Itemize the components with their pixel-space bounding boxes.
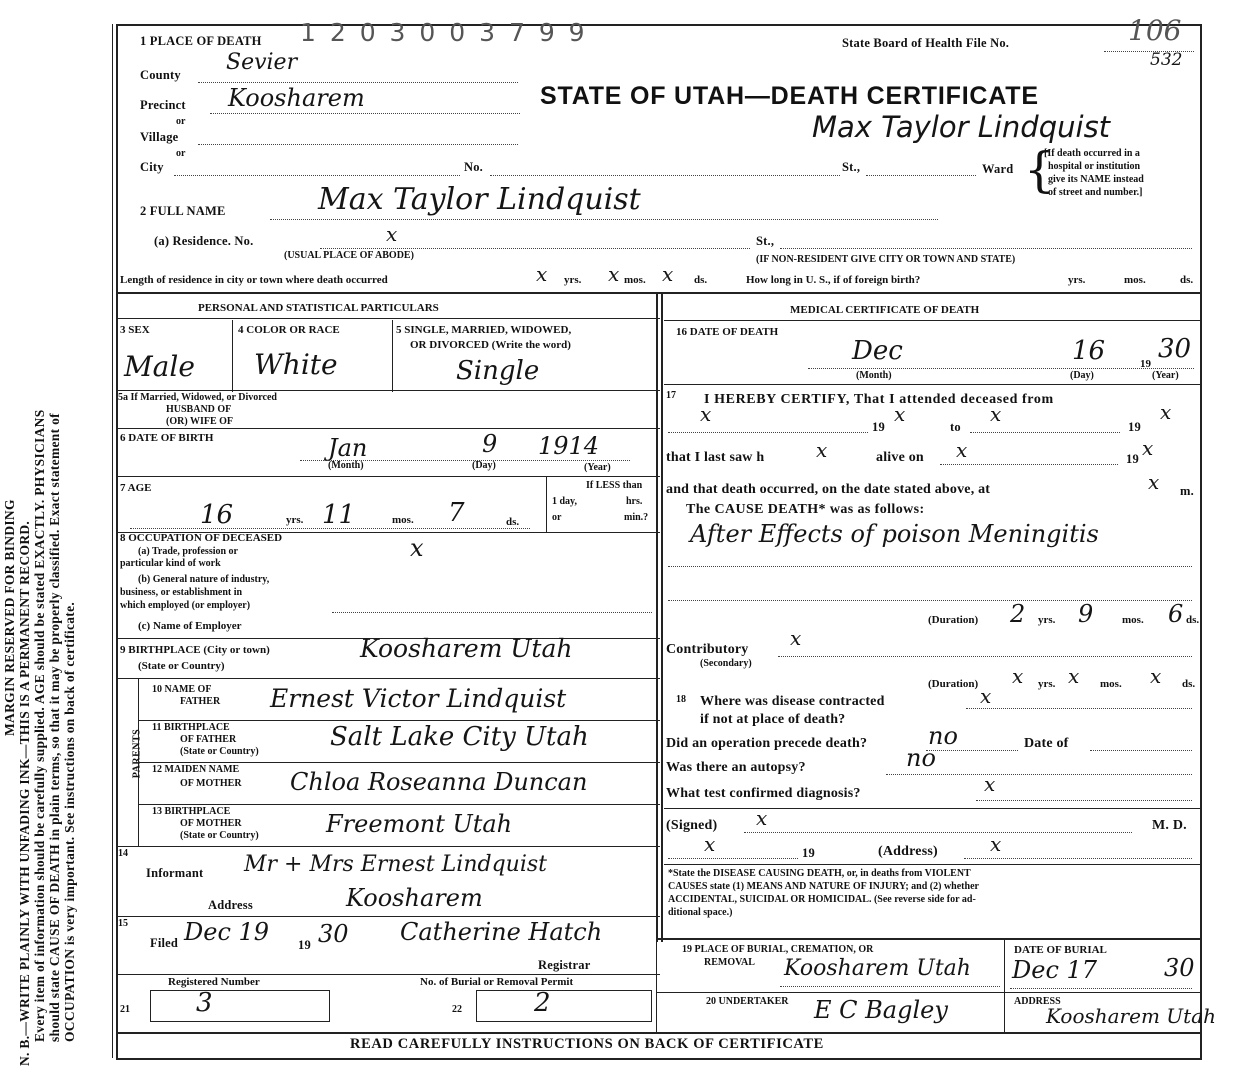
hospital-note-4: of street and number.] <box>1048 187 1143 198</box>
test-value: x <box>984 772 996 796</box>
mother-value: Chloa Roseanna Duncan <box>290 768 588 796</box>
burial-permit-value: 2 <box>534 988 551 1018</box>
duration-label-1: (Duration) <box>928 614 979 626</box>
registered-number-value: 3 <box>196 988 213 1018</box>
sex-label: 3 SEX <box>120 324 150 336</box>
age-line <box>130 528 530 529</box>
alive-x-year: x <box>1142 436 1154 460</box>
burial-place-label-1: 19 PLACE OF BURIAL, CREMATION, OR <box>682 944 874 955</box>
city-line <box>174 175 460 176</box>
dod-label: 16 DATE OF DEATH <box>676 326 779 338</box>
residence-line <box>320 248 750 249</box>
undertaker-value: E C Bagley <box>814 996 948 1024</box>
undertaker-label: 20 UNDERTAKER <box>706 996 789 1007</box>
marital-label-1: 5 SINGLE, MARRIED, WIDOWED, <box>396 324 572 336</box>
color-divider <box>392 320 393 392</box>
frame-left-double <box>112 24 113 1058</box>
residence-st-label: St., <box>756 234 775 248</box>
undertaker-address-value: Koosharem Utah <box>1046 1004 1216 1028</box>
informant-address-value: Koosharem <box>346 884 483 912</box>
occupation-line <box>332 612 652 613</box>
less-than-3: or <box>552 512 562 523</box>
burial-date-label: DATE OF BURIAL <box>1014 944 1107 956</box>
footnote-4: ditional space.) <box>668 907 733 918</box>
rule-mother <box>138 804 660 805</box>
sex-divider <box>232 320 233 392</box>
burial-date-divider <box>1004 938 1005 1034</box>
death-occurred-x: x <box>1148 470 1160 494</box>
autopsy-line <box>886 774 1192 775</box>
dod-month: Dec <box>852 336 903 366</box>
rule-father-bp <box>138 762 660 763</box>
occupation-a-2: particular kind of work <box>120 558 221 569</box>
date-of-line <box>1090 750 1192 751</box>
employer-label: (c) Name of Employer <box>138 620 242 632</box>
village-label: Village <box>140 130 179 144</box>
footnote-2: CAUSES state (1) MEANS AND NATURE OF INJURY; and (2) whether <box>668 881 979 892</box>
signed-19: 19 <box>802 846 815 860</box>
occupation-b-1: (b) General nature of industry, <box>138 574 270 585</box>
duration2-ds-x: x <box>1150 664 1162 688</box>
mother-bp-label-1: 13 BIRTHPLACE <box>152 806 231 817</box>
certify-x-3: x <box>1160 400 1172 424</box>
file-number: 106 <box>1128 14 1182 47</box>
test-line <box>976 800 1192 801</box>
burial-left <box>656 938 657 1034</box>
father-bp-label-1: 11 BIRTHPLACE <box>152 722 230 733</box>
certify-from-line <box>668 432 868 433</box>
dod-year: 30 <box>1158 334 1192 364</box>
age-label: 7 AGE <box>120 482 152 494</box>
hospital-note-3: give its NAME instead <box>1048 174 1144 185</box>
duration2-mos-x: x <box>1068 664 1080 688</box>
certify-to: to <box>950 420 961 434</box>
us-ds: ds. <box>1180 274 1194 286</box>
dod-day: 16 <box>1072 336 1106 366</box>
footnote-3: ACCIDENTAL, SUICIDAL OR HOMICIDAL. (See reverse side for ad- <box>668 894 976 905</box>
alive-on-x: x <box>956 438 968 462</box>
contributory-value: x <box>790 626 802 650</box>
parents-label: PARENTS <box>131 728 143 779</box>
age-ds-caption: ds. <box>506 516 520 528</box>
village-line <box>198 144 518 145</box>
length-mos-value: x <box>608 262 620 286</box>
residence-label: (a) Residence. No. <box>154 234 254 248</box>
less-than-1: If LESS than <box>586 480 643 491</box>
burial-place-line <box>780 986 1000 987</box>
spouse-label-3: (OR) WIFE OF <box>166 416 234 427</box>
length-yrs-value: x <box>536 262 548 286</box>
operation-value: no <box>928 722 958 750</box>
registered-number-prefix: 21 <box>120 1004 130 1015</box>
duration2-ds: ds. <box>1182 678 1196 690</box>
age-months: 11 <box>322 500 356 530</box>
age-mos-caption: mos. <box>392 514 414 526</box>
father-bp-value: Salt Lake City Utah <box>330 722 589 752</box>
rule-section-top <box>116 292 1200 294</box>
birthplace-label-1: 9 BIRTHPLACE (City or town) <box>120 644 270 656</box>
dob-year: 1914 <box>538 432 600 460</box>
rule-sex-row <box>116 390 660 391</box>
signed-line <box>744 832 1132 833</box>
main-divider-b <box>661 292 663 942</box>
parents-divider-left <box>116 678 117 846</box>
full-name-value: Max Taylor Lindquist <box>318 182 641 217</box>
father-value: Ernest Victor Lindquist <box>270 684 567 713</box>
occupation-label: 8 OCCUPATION OF DECEASED <box>120 532 283 544</box>
certify-x-1: x <box>894 402 906 426</box>
q18-line-2: if not at place of death? <box>700 712 846 727</box>
autopsy-value: no <box>906 744 936 772</box>
rule-personal-heading <box>116 318 660 319</box>
medical-address-label: (Address) <box>878 844 938 859</box>
birthplace-value: Koosharem Utah <box>360 634 573 663</box>
personal-section-title: PERSONAL AND STATISTICAL PARTICULARS <box>198 302 439 314</box>
spouse-label-1: 5a If Married, Widowed, or Divorced <box>118 392 277 403</box>
registrar-value: Catherine Hatch <box>400 918 603 946</box>
rule-signed <box>664 864 1200 865</box>
occupation-b-3: which employed (or employer) <box>120 600 251 611</box>
rule-father <box>138 720 660 721</box>
dob-day-caption: (Day) <box>472 460 496 471</box>
or-2: or <box>176 148 186 159</box>
spouse-label-2: HUSBAND OF <box>166 404 232 415</box>
dod-19: 19 <box>1140 358 1151 370</box>
father-bp-label-3: (State or Country) <box>180 746 259 757</box>
abode-note: (USUAL PLACE OF ABODE) <box>284 250 414 261</box>
rule-medical-heading <box>664 320 1200 321</box>
mother-bp-label-3: (State or Country) <box>180 830 259 841</box>
informant-address-label: Address <box>208 898 253 912</box>
certify-number: 17 <box>666 390 676 401</box>
dob-day: 9 <box>482 430 498 458</box>
burial-permit-box <box>476 990 652 1022</box>
rule-footer <box>116 1032 1200 1034</box>
or-1: or <box>176 116 186 127</box>
q18-value: x <box>980 684 992 708</box>
informant-number: 14 <box>118 848 128 859</box>
alive-on-line <box>940 464 1118 465</box>
footnote-1: *State the DISEASE CAUSING DEATH, or, in deaths from VIOLENT <box>668 868 971 879</box>
alive-19: 19 <box>1126 452 1139 466</box>
rule-burial-top <box>656 938 1200 940</box>
us-mos: mos. <box>1124 274 1146 286</box>
certificate-title: STATE OF UTAH—DEATH CERTIFICATE <box>540 82 1039 110</box>
ward-label: Ward <box>982 162 1014 176</box>
dod-day-caption: (Day) <box>1070 370 1094 381</box>
cause-line-2 <box>668 600 1192 601</box>
filed-number: 15 <box>118 918 128 929</box>
operation-label: Did an operation precede death? <box>666 736 868 751</box>
rule-mother-bp <box>116 846 660 847</box>
county-label: County <box>140 68 181 82</box>
marital-value: Single <box>456 356 540 386</box>
duration-yrs-caption: yrs. <box>1038 614 1056 626</box>
cause-label: The CAUSE DEATH* was as follows: <box>686 502 925 517</box>
state-board-label: State Board of Health File No. <box>842 36 1010 50</box>
q18-line-1: Where was disease contracted <box>700 694 885 709</box>
residence-value: x <box>386 222 398 246</box>
burial-place-value: Koosharem Utah <box>784 956 971 981</box>
registered-number-label: Registered Number <box>168 976 260 988</box>
filed-19: 19 <box>298 938 311 952</box>
no-line <box>490 175 840 176</box>
father-label-2: FATHER <box>180 696 221 707</box>
color-value: White <box>254 348 338 381</box>
length-residence-label: Length of residence in city or town where death occurred <box>120 274 388 286</box>
test-label: What test confirmed diagnosis? <box>666 786 861 801</box>
signed-value: x <box>756 806 768 830</box>
certify-text: I HEREBY CERTIFY, That I attended deceased from <box>704 392 1054 407</box>
rule-dod <box>664 384 1200 385</box>
medical-address-line <box>964 858 1192 859</box>
autopsy-label: Was there an autopsy? <box>666 760 806 775</box>
certify-x-2: x <box>990 402 1002 426</box>
mother-label-2: OF MOTHER <box>180 778 242 789</box>
duration-mos-value: 9 <box>1078 600 1094 628</box>
length-ds: ds. <box>694 274 708 286</box>
death-occurred-m: m. <box>1180 484 1194 498</box>
mother-label-1: 12 MAIDEN NAME <box>152 764 240 775</box>
full-name-line <box>270 219 938 220</box>
length-yrs: yrs. <box>564 274 582 286</box>
burial-year-value: 30 <box>1164 954 1195 982</box>
certify-to-line <box>970 432 1120 433</box>
q18-line <box>966 708 1192 709</box>
ward-brace: { <box>1024 142 1055 198</box>
duration2-yrs: yrs. <box>1038 678 1056 690</box>
burial-date-value: Dec 17 <box>1012 956 1098 984</box>
precinct-value: Koosharem <box>228 84 365 112</box>
filed-year: 30 <box>318 920 349 948</box>
last-saw-x: x <box>816 438 828 462</box>
rule-spouse <box>116 428 660 429</box>
mother-bp-label-2: OF MOTHER <box>180 818 242 829</box>
father-bp-label-2: OF FATHER <box>180 734 237 745</box>
birthplace-label-2: (State or Country) <box>138 660 225 672</box>
footer-instructions: READ CAREFULLY INSTRUCTIONS ON BACK OF CERTIFICATE <box>350 1036 824 1052</box>
burial-permit-prefix: 22 <box>452 1004 462 1015</box>
hospital-note-1: [If death occurred in a <box>1044 148 1140 159</box>
informant-value: Mr + Mrs Ernest Lindquist <box>244 852 547 877</box>
q18-number: 18 <box>676 694 686 705</box>
duration-yrs-value: 2 <box>1010 600 1026 628</box>
city-label: City <box>140 160 164 174</box>
county-line <box>198 82 518 83</box>
rule-filed <box>116 974 660 975</box>
signed-label: (Signed) <box>666 818 718 833</box>
signed-date-line <box>668 858 798 859</box>
age-yrs-caption: yrs. <box>286 514 304 526</box>
registrar-label: Registrar <box>538 958 591 972</box>
medical-address-value: x <box>990 832 1002 856</box>
less-than-min: min.? <box>624 512 649 523</box>
us-yrs: yrs. <box>1068 274 1086 286</box>
duration-label-2: (Duration) <box>928 678 979 690</box>
father-label-1: 10 NAME OF <box>152 684 212 695</box>
dob-month-caption: (Month) <box>328 460 364 471</box>
death-occurred-label: and that death occurred, on the date stated above, at <box>666 482 991 497</box>
undertaker-address-label: ADDRESS <box>1014 996 1061 1007</box>
contributory-line <box>778 656 1192 657</box>
certify-from-x: x <box>700 402 712 426</box>
us-residence-label: How long in U. S., if of foreign birth? <box>746 274 921 286</box>
precinct-label: Precinct <box>140 98 186 112</box>
dod-month-caption: (Month) <box>856 370 892 381</box>
burial-date-line <box>1010 988 1192 989</box>
informant-label: Informant <box>146 866 204 880</box>
operation-line <box>926 750 1018 751</box>
age-less-divider <box>546 476 547 532</box>
duration-mos-caption: mos. <box>1122 614 1144 626</box>
filed-label: Filed <box>150 936 179 950</box>
filed-date: Dec 19 <box>184 918 270 946</box>
sex-value: Male <box>124 350 195 383</box>
occupation-a-1: (a) Trade, profession or <box>138 546 238 557</box>
marital-label-2: OR DIVORCED (Write the word) <box>410 339 571 351</box>
duration2-yrs-x: x <box>1012 664 1024 688</box>
st-line <box>866 175 976 176</box>
length-mos: mos. <box>624 274 646 286</box>
alive-on-label: alive on <box>876 450 924 465</box>
rule-birthplace <box>116 678 660 679</box>
nonresident-note: (IF NON-RESIDENT GIVE CITY OR TOWN AND STATE) <box>756 254 1016 265</box>
last-saw-label: that I last saw h <box>666 450 765 465</box>
rule-burial-mid <box>656 992 1200 993</box>
dod-line <box>808 368 1194 369</box>
dob-month: Jan <box>328 434 368 462</box>
place-of-death-label: 1 PLACE OF DEATH <box>140 34 262 48</box>
md-label: M. D. <box>1152 818 1187 833</box>
age-days: 7 <box>448 498 465 528</box>
registered-number-box <box>150 990 330 1022</box>
name-annotation: Max Taylor Lindquist <box>812 110 1111 144</box>
burial-permit-label: No. of Burial or Removal Permit <box>420 976 574 988</box>
length-ds-value: x <box>662 262 674 286</box>
secondary-label: (Secondary) <box>700 658 752 669</box>
rule-dob <box>116 476 660 477</box>
full-name-label: 2 FULL NAME <box>140 204 226 218</box>
signed-date-x: x <box>704 832 716 856</box>
duration-ds-value: 6 <box>1168 600 1184 628</box>
cause-line-1 <box>668 566 1192 567</box>
dob-year-caption: (Year) <box>584 462 611 473</box>
hospital-note-2: hospital or institution <box>1048 161 1141 172</box>
rule-test <box>664 808 1200 809</box>
st-label: St., <box>842 160 861 174</box>
county-value: Sevier <box>226 50 298 75</box>
contributory-label: Contributory <box>666 642 749 657</box>
occupation-value: x <box>410 534 424 562</box>
certify-19-a: 19 <box>872 420 885 434</box>
burial-place-label-2: REMOVAL <box>704 957 755 968</box>
mother-bp-value: Freemont Utah <box>326 810 513 838</box>
less-than-hrs: hrs. <box>626 496 643 507</box>
rule-informant <box>116 916 660 917</box>
medical-section-title: MEDICAL CERTIFICATE OF DEATH <box>790 304 980 316</box>
age-years: 16 <box>200 500 234 530</box>
cause-value: After Effects of poison Meningitis <box>690 520 1099 548</box>
less-than-2: 1 day, <box>552 496 578 507</box>
color-label: 4 COLOR OR RACE <box>238 324 340 336</box>
precinct-line <box>210 113 520 114</box>
duration-ds-caption: ds. <box>1186 614 1200 626</box>
dob-label: 6 DATE OF BIRTH <box>120 432 214 444</box>
occupation-b-2: business, or establishment in <box>120 587 243 598</box>
residence-st-line <box>780 248 1192 249</box>
date-of-label: Date of <box>1024 736 1069 751</box>
certify-19-b: 19 <box>1128 420 1141 434</box>
dod-year-caption: (Year) <box>1152 370 1179 381</box>
file-sub-number: 532 <box>1150 50 1183 70</box>
duration2-mos: mos. <box>1100 678 1122 690</box>
certificate-number: 1 2 0 3 0 0 3 7 9 9 <box>300 18 588 47</box>
no-label: No. <box>464 160 484 174</box>
